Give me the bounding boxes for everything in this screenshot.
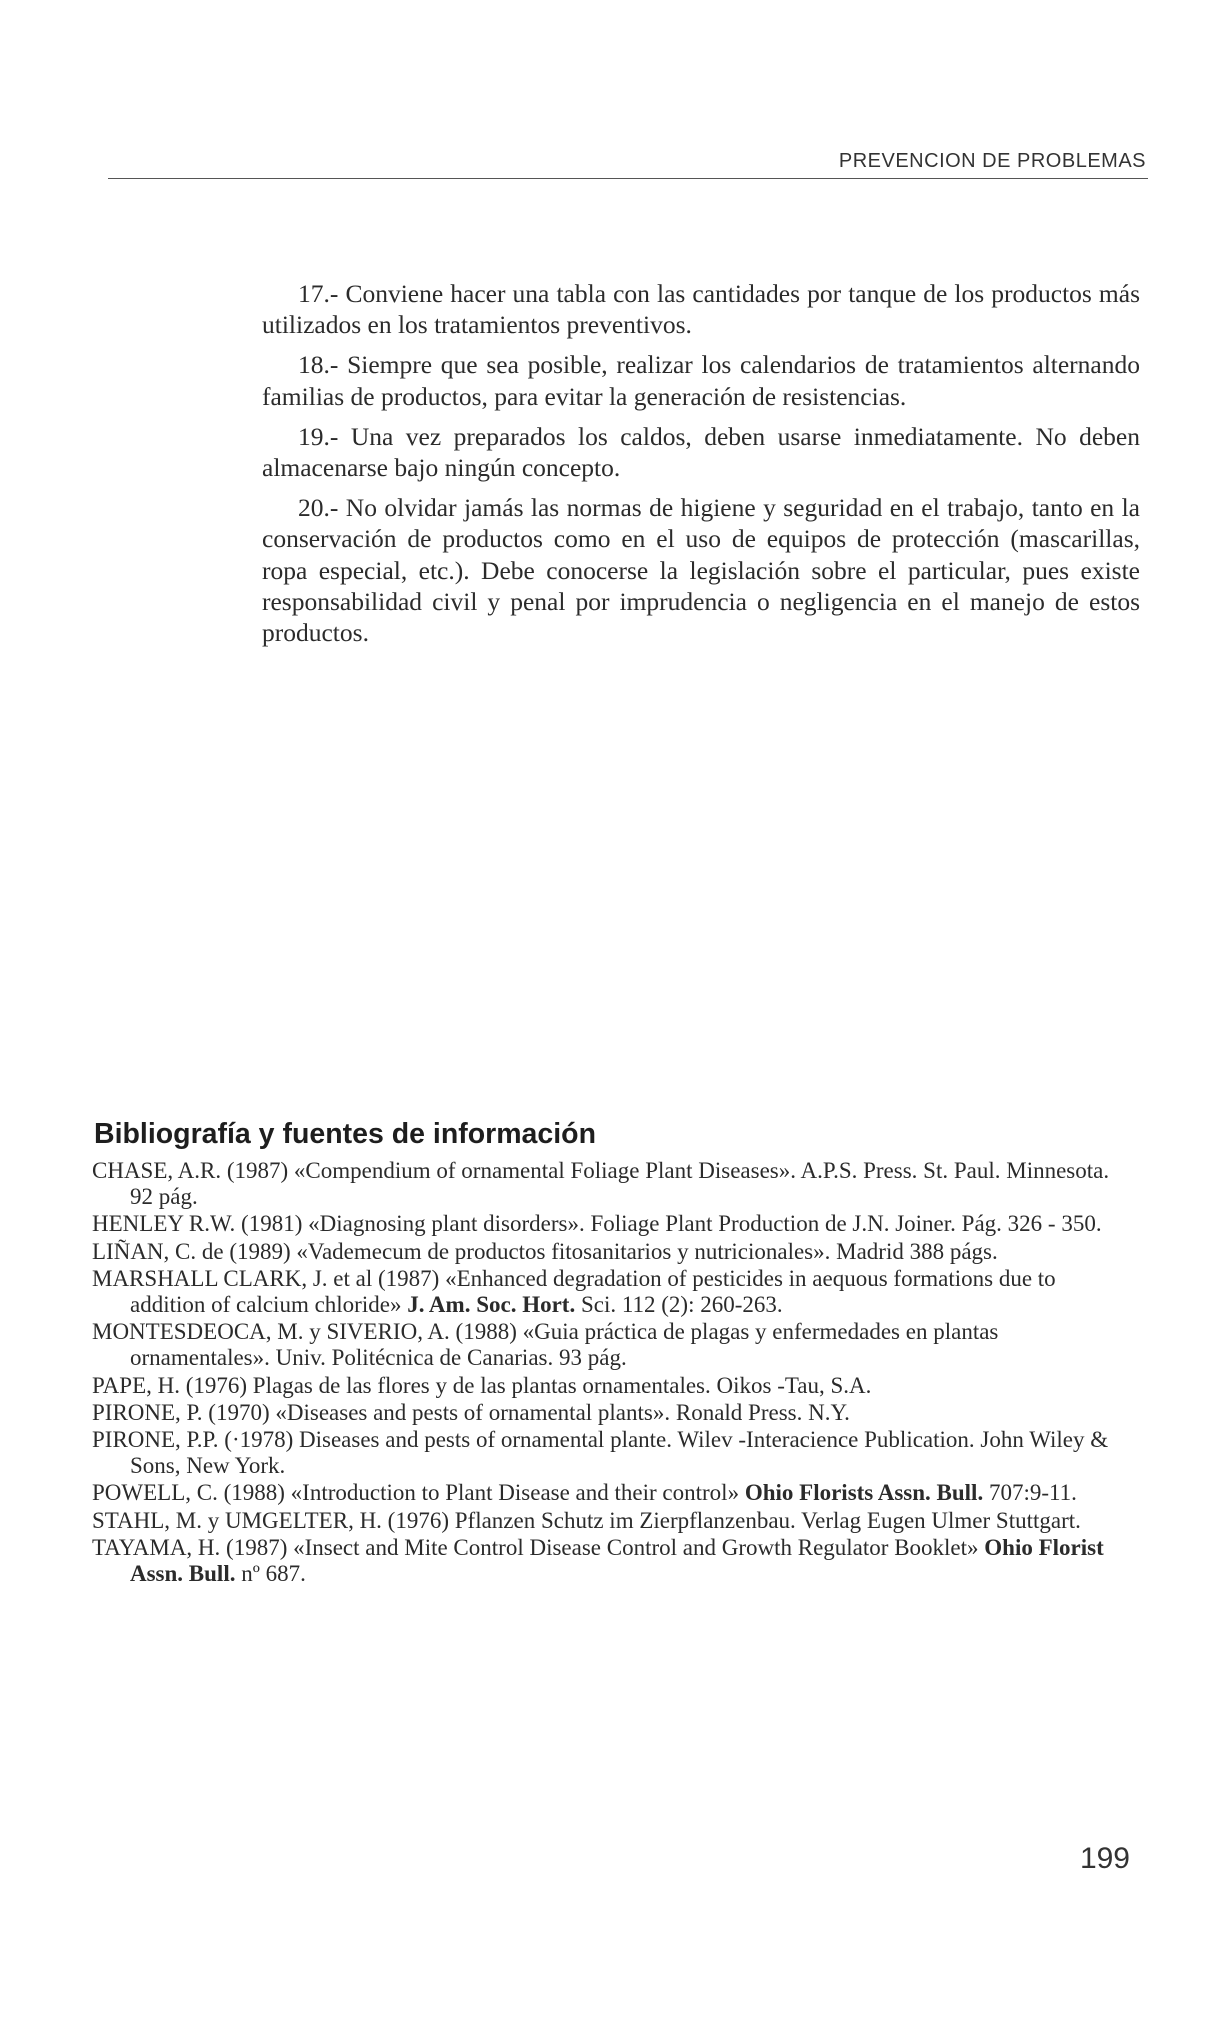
bibliography-entry: LIÑAN, C. de (1989) «Vademecum de productos fitosanitarios y nutricionales». Madrid 388 págs.: [92, 1238, 998, 1264]
bibliography-entry: CHASE, A.R. (1987) «Compendium of ornamental Foliage Plant Diseases». A.P.S. Press. St. Paul. Minnesota. 92 pág.: [92, 1158, 1110, 1210]
page-number: 199: [1079, 1842, 1130, 1875]
paragraph: 18.- Siempre que sea posible, realizar los calendarios de tratamientos alternando familias de productos, para evitar la generación de resistencias.: [262, 350, 1140, 411]
entry-text: POWELL, C. (1988) «Introduction to Plant Disease and their control»: [92, 1480, 745, 1506]
bibliography-list: [92, 1158, 1132, 1588]
running-title: PREVENCION DE PROBLEMAS: [838, 150, 1146, 172]
entry-text: 707:9-11.: [983, 1480, 1077, 1506]
bibliography-heading: Bibliografía y fuentes de información: [94, 1118, 596, 1150]
journal-name: Ohio Florists Assn. Bull.: [744, 1480, 984, 1506]
journal-name: Ohio Florist Assn. Bull.: [130, 1534, 1104, 1587]
entry-text: nº 687.: [235, 1561, 306, 1587]
bibliography-entry: PAPE, H. (1976) Plagas de las flores y de las plantas ornamentales. Oikos -Tau, S.A.: [92, 1372, 872, 1398]
bibliography-entry: PIRONE, P. (1970) «Diseases and pests of ornamental plants». Ronald Press. N.Y.: [92, 1399, 850, 1425]
bibliography-entry: [92, 1480, 1132, 1506]
entry-text: MARSHALL CLARK, J. et al (1987) «Enhanced degradation of pesticides in aequous formations due to addition of calcium chloride»: [92, 1265, 1056, 1318]
header-rule: [108, 178, 1148, 179]
paragraph: 19.- Una vez preparados los caldos, deben usarse inmediatamente. No deben almacenarse bajo ningún concepto.: [262, 421, 1140, 483]
paragraph: 20.- No olvidar jamás las normas de higiene y seguridad en el trabajo, tanto en la conservación de productos como en el uso de equipos de protección (mascarillas, ropa especial, etc.). Debe conocerse la legislación sobre el particular, pues existe responsabilidad civil y penal por imprudencia o negligencia en el manejo de estos productos.: [262, 493, 1140, 648]
entry-text: TAYAMA, H. (1987) «Insect and Mite Control Disease Control and Growth Regulator Booklet»: [92, 1534, 985, 1560]
paragraph: 17.- Conviene hacer una tabla con las cantidades por tanque de los productos más utilizados en los tratamientos preventivos.: [262, 279, 1140, 340]
bibliography-entry: STAHL, M. y UMGELTER, H. (1976) Pflanzen Schutz im Zierpflanzenbau. Verlag Eugen Ulmer Stuttgart.: [92, 1507, 1081, 1533]
bibliography-entry: PIRONE, P.P. (·1978) Diseases and pests of ornamental plante. Wilev -Interacience Publication. John Wiley & Sons, New York.: [92, 1427, 1109, 1479]
entry-text: Sci. 112 (2): 260-263.: [575, 1292, 783, 1318]
bibliography-entry: HENLEY R.W. (1981) «Diagnosing plant disorders». Foliage Plant Production de J.N. Joiner. Pág. 326 - 350.: [92, 1211, 1102, 1237]
body-text: [262, 278, 1140, 657]
bibliography-entry: MONTESDEOCA, M. y SIVERIO, A. (1988) «Guia práctica de plagas y enfermedades en plantas ornamentales». Univ. Politécnica de Canarias. 93 pág.: [92, 1319, 999, 1371]
bibliography-entry: [92, 1535, 1132, 1587]
bibliography-entry: [92, 1266, 1132, 1318]
journal-name: J. Am. Soc. Hort.: [407, 1292, 576, 1318]
